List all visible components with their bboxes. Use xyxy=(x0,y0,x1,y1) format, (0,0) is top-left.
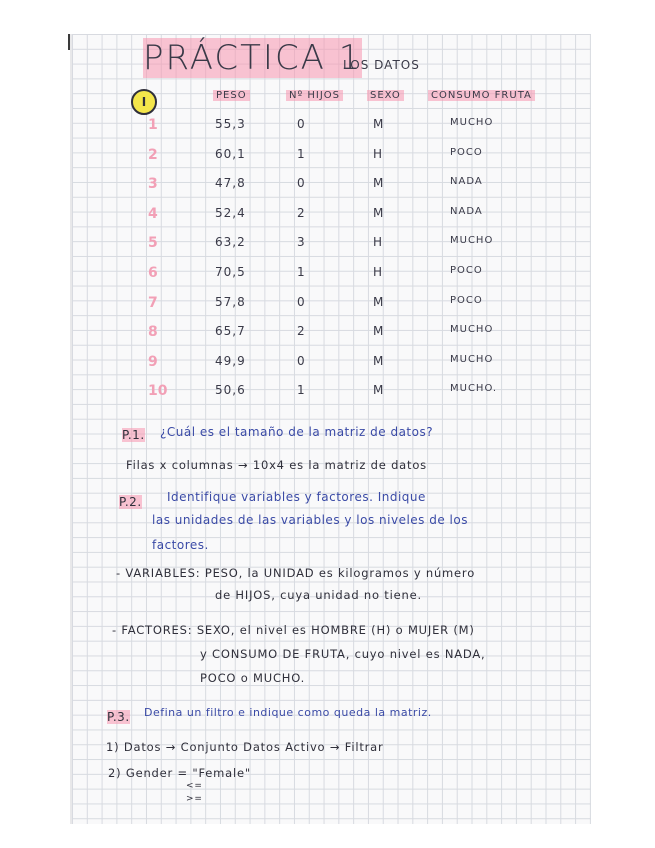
page-subtitle: LOS DATOS xyxy=(343,58,420,72)
cell-sexo: M xyxy=(373,353,385,368)
row-number: 4 xyxy=(148,205,158,222)
cell-peso: 50,6 xyxy=(215,383,246,398)
cell-sexo: H xyxy=(373,146,384,161)
cell-sexo: M xyxy=(373,383,385,398)
row-number: 9 xyxy=(148,353,158,370)
cell-hijos: 2 xyxy=(297,205,306,220)
cell-hijos: 0 xyxy=(297,176,306,191)
cell-hijos: 0 xyxy=(297,117,306,131)
p2-question-line2: las unidades de las variables y los niveles de los xyxy=(152,513,468,527)
p2-variables-line1: - VARIABLES: PESO, la UNIDAD es kilogramos y número xyxy=(116,566,476,580)
cell-sexo: H xyxy=(373,265,384,279)
p1-answer: Filas x columnas → 10x4 es la matriz de datos xyxy=(126,458,427,472)
p2-question-line3: factores. xyxy=(152,538,209,552)
cell-peso: 57,8 xyxy=(215,294,246,309)
p2-variables-line2: de HIJOS, cuya unidad no tiene. xyxy=(215,588,422,602)
cell-sexo: M xyxy=(373,117,385,131)
cell-fruta: MUCHO xyxy=(450,353,494,365)
cell-fruta: POCO xyxy=(450,265,483,276)
header-peso: PESO xyxy=(213,90,250,101)
cell-fruta: MUCHO xyxy=(450,324,494,336)
header-fruta: CONSUMO FRUTA xyxy=(428,90,535,101)
cell-sexo: H xyxy=(373,235,384,250)
section-marker: I xyxy=(131,89,157,115)
p1-question: ¿Cuál es el tamaño de la matriz de datos? xyxy=(160,425,434,439)
cell-hijos: 1 xyxy=(297,146,306,161)
cell-fruta: MUCHO xyxy=(450,235,494,247)
cell-fruta: MUCHO. xyxy=(450,383,498,395)
cell-peso: 63,2 xyxy=(215,235,246,250)
cell-hijos: 0 xyxy=(297,294,306,309)
row-number: 10 xyxy=(148,383,168,400)
cell-hijos: 1 xyxy=(297,265,306,279)
header-hijos: Nº HIJOS xyxy=(286,90,343,101)
row-number: 8 xyxy=(148,324,158,341)
page-title: PRÁCTICA 1 xyxy=(143,38,363,78)
cell-peso: 70,5 xyxy=(215,265,246,279)
p2-factores-line3: POCO o MUCHO. xyxy=(200,671,306,685)
p2-factores-line2: y CONSUMO DE FRUTA, cuyo nivel es NADA, xyxy=(200,647,486,661)
p2-question-line1: Identifique variables y factores. Indique xyxy=(167,490,426,504)
row-number: 3 xyxy=(148,176,158,193)
row-number: 2 xyxy=(148,146,158,163)
row-number: 5 xyxy=(148,235,158,252)
cell-sexo: M xyxy=(373,324,385,339)
cell-fruta: MUCHO xyxy=(450,117,494,128)
p3-step2-gte: >= xyxy=(186,794,203,804)
cell-hijos: 1 xyxy=(297,383,306,398)
cell-hijos: 0 xyxy=(297,353,306,368)
cell-peso: 60,1 xyxy=(215,146,246,161)
cell-hijos: 3 xyxy=(297,235,306,250)
p2-label: P.2. xyxy=(119,495,142,509)
cell-fruta: POCO xyxy=(450,146,483,158)
cell-peso: 52,4 xyxy=(215,205,246,220)
p3-step2: 2) Gender = "Female" xyxy=(108,766,251,780)
cell-fruta: POCO xyxy=(450,294,483,306)
cell-peso: 49,9 xyxy=(215,353,246,368)
cell-sexo: M xyxy=(373,205,385,220)
p2-factores-line1: - FACTORES: SEXO, el nivel es HOMBRE (H) o MUJER (M) xyxy=(112,623,475,637)
cell-hijos: 2 xyxy=(297,324,306,339)
cell-peso: 55,3 xyxy=(215,117,246,131)
cell-sexo: M xyxy=(373,176,385,191)
row-number: 1 xyxy=(148,117,158,133)
cell-fruta: NADA xyxy=(450,176,483,188)
p3-step1: 1) Datos → Conjunto Datos Activo → Filtrar xyxy=(106,740,384,754)
p1-label: P.1. xyxy=(122,428,145,442)
header-sexo: SEXO xyxy=(367,90,404,101)
row-number: 7 xyxy=(148,294,158,311)
cell-peso: 47,8 xyxy=(215,176,246,191)
row-number: 6 xyxy=(148,265,158,281)
p3-question: Defina un filtro e indique como queda la matriz. xyxy=(144,706,432,719)
p3-step2-lte: <= xyxy=(186,781,203,791)
cell-sexo: M xyxy=(373,294,385,309)
cell-fruta: NADA xyxy=(450,205,483,217)
cell-peso: 65,7 xyxy=(215,324,246,339)
p3-label: P.3. xyxy=(107,710,130,724)
